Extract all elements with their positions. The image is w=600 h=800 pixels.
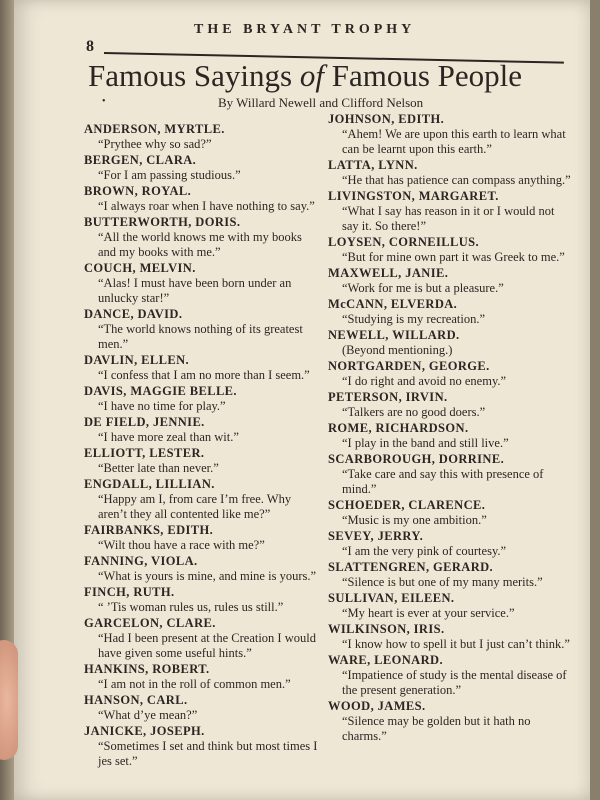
saying-entry [328, 390, 572, 420]
saying-entry [328, 297, 572, 327]
saying-entry [328, 560, 572, 590]
person-name: SCHOEDER, CLARENCE. [328, 498, 486, 512]
saying-quote: “Take care and say this with presence of mind.” [342, 467, 544, 496]
saying-entry [328, 498, 572, 528]
saying-quote: “But for mine own part it was Greek to me.” [342, 250, 565, 264]
saying-quote: “Music is my one ambition.” [342, 513, 487, 527]
saying-quote: “He that has patience can compass anything.” [342, 173, 571, 187]
saying-entry [84, 724, 322, 769]
person-name: FAIRBANKS, EDITH. [84, 523, 214, 537]
saying-quote: “I always roar when I have nothing to say.” [98, 199, 315, 213]
person-name: BERGEN, CLARA. [84, 153, 197, 167]
saying-quote: “I confess that I am no more than I seem.” [98, 368, 310, 382]
saying-quote: “The world knows nothing of its greatest men.” [98, 322, 303, 351]
person-name: DANCE, DAVID. [84, 307, 183, 321]
person-name: WILKINSON, IRIS. [328, 622, 445, 636]
saying-entry [328, 529, 572, 559]
thumb [0, 640, 18, 760]
title-part-1: Famous Sayings [88, 58, 293, 93]
bullet-mark: • [102, 96, 106, 107]
person-name: COUCH, MELVIN. [84, 261, 196, 275]
person-name: HANSON, CARL. [84, 693, 188, 707]
person-name: ROME, RICHARDSON. [328, 421, 469, 435]
saying-entry [328, 158, 572, 188]
saying-entry [84, 353, 322, 383]
saying-entry [84, 415, 322, 445]
left-column [84, 122, 322, 770]
saying-entry [328, 452, 572, 497]
saying-entry [84, 153, 322, 183]
person-name: NEWELL, WILLARD. [328, 328, 460, 342]
saying-quote: “Alas! I must have been born under an unlucky star!” [98, 276, 292, 305]
saying-quote: “Better late than never.” [98, 461, 219, 475]
person-name: LOYSEN, CORNEILLUS. [328, 235, 480, 249]
saying-entry [328, 622, 572, 652]
page-title [88, 58, 568, 94]
saying-quote: “What d’ye mean?” [98, 708, 198, 722]
saying-entry [328, 235, 572, 265]
saying-quote: “Sometimes I set and think but most times I jes set.” [98, 739, 318, 768]
person-name: WOOD, JAMES. [328, 699, 426, 713]
saying-entry [84, 384, 322, 414]
saying-quote: “I have no time for play.” [98, 399, 226, 413]
person-name: NORTGARDEN, GEORGE. [328, 359, 490, 373]
person-name: ELLIOTT, LESTER. [84, 446, 205, 460]
saying-entry [84, 523, 322, 553]
title-part-2: Famous People [331, 58, 523, 93]
saying-quote: “Work for me is but a pleasure.” [342, 281, 504, 295]
person-name: BROWN, ROYAL. [84, 184, 192, 198]
saying-entry [84, 307, 322, 352]
byline: By Willard Newell and Clifford Nelson [218, 95, 424, 110]
person-name: DAVIS, MAGGIE BELLE. [84, 384, 237, 398]
right-column [328, 112, 572, 745]
saying-quote: “Talkers are no good doers.” [342, 405, 486, 419]
saying-entry [84, 662, 322, 692]
book-page [14, 0, 590, 800]
saying-quote: “Had I been present at the Creation I would have given some useful hints.” [98, 631, 316, 660]
saying-quote: “Silence is but one of my many merits.” [342, 575, 543, 589]
saying-entry [84, 446, 322, 476]
person-name: BUTTERWORTH, DORIS. [84, 215, 241, 229]
saying-entry [328, 359, 572, 389]
saying-entry [84, 616, 322, 661]
person-name: LATTA, LYNN. [328, 158, 418, 172]
person-name: SLATTENGREN, GERARD. [328, 560, 494, 574]
saying-entry [84, 215, 322, 260]
person-name: SULLIVAN, EILEEN. [328, 591, 455, 605]
saying-quote: “Studying is my recreation.” [342, 312, 486, 326]
saying-entry [328, 699, 572, 744]
person-name: SEVEY, JERRY. [328, 529, 424, 543]
running-head: THE BRYANT TROPHY [194, 22, 416, 37]
person-name: McCANN, ELVERDA. [328, 297, 458, 311]
saying-entry [328, 112, 572, 157]
person-name: GARCELON, CLARE. [84, 616, 216, 630]
saying-quote: “I do right and avoid no enemy.” [342, 374, 507, 388]
person-name: HANKINS, ROBERT. [84, 662, 210, 676]
title-of: of [299, 58, 324, 93]
saying-quote: “My heart is ever at your service.” [342, 606, 515, 620]
saying-entry [328, 653, 572, 698]
saying-quote: “I am not in the roll of common men.” [98, 677, 291, 691]
saying-entry [328, 189, 572, 234]
person-name: MAXWELL, JANIE. [328, 266, 449, 280]
saying-entry [84, 554, 322, 584]
person-name: WARE, LEONARD. [328, 653, 443, 667]
saying-quote: (Beyond mentioning.) [342, 343, 453, 357]
saying-entry [328, 421, 572, 451]
saying-quote: “Impatience of study is the mental disease of the present generation.” [342, 668, 567, 697]
person-name: ENGDALL, LILLIAN. [84, 477, 215, 491]
saying-quote: “Happy am I, from care I’m free. Why aren’t they all contented like me?” [98, 492, 292, 521]
saying-entry [84, 184, 322, 214]
saying-quote: “ ’Tis woman rules us, rules us still.” [98, 600, 284, 614]
person-name: SCARBOROUGH, DORRINE. [328, 452, 505, 466]
saying-quote: “Prythee why so sad?” [98, 137, 212, 151]
saying-entry [84, 693, 322, 723]
saying-quote: “Wilt thou have a race with me?” [98, 538, 265, 552]
person-name: JANICKE, JOSEPH. [84, 724, 205, 738]
saying-entry [328, 591, 572, 621]
person-name: JOHNSON, EDITH. [328, 112, 445, 126]
saying-quote: “I know how to spell it but I just can’t think.” [342, 637, 570, 651]
saying-quote: “For I am passing studious.” [98, 168, 241, 182]
saying-quote: “Silence may be golden but it hath no charms.” [342, 714, 531, 743]
person-name: LIVINGSTON, MARGARET. [328, 189, 499, 203]
person-name: FANNING, VIOLA. [84, 554, 198, 568]
person-name: DAVLIN, ELLEN. [84, 353, 190, 367]
saying-quote: “I have more zeal than wit.” [98, 430, 239, 444]
saying-entry [84, 261, 322, 306]
person-name: PETERSON, IRVIN. [328, 390, 448, 404]
saying-entry [328, 328, 572, 358]
person-name: ANDERSON, MYRTLE. [84, 122, 225, 136]
saying-entry [328, 266, 572, 296]
saying-quote: “Ahem! We are upon this earth to learn what can be learnt upon this earth.” [342, 127, 566, 156]
saying-entry [84, 477, 322, 522]
saying-entry [84, 585, 322, 615]
saying-quote: “All the world knows me with my books and my books with me.” [98, 230, 302, 259]
saying-quote: “What is yours is mine, and mine is yours.” [98, 569, 317, 583]
saying-quote: “I am the very pink of courtesy.” [342, 544, 507, 558]
saying-quote: “What I say has reason in it or I would not say it. So there!” [342, 204, 555, 233]
person-name: DE FIELD, JENNIE. [84, 415, 205, 429]
saying-quote: “I play in the band and still live.” [342, 436, 509, 450]
saying-entry [84, 122, 322, 152]
person-name: FINCH, RUTH. [84, 585, 175, 599]
page-number: 8 [86, 38, 94, 55]
